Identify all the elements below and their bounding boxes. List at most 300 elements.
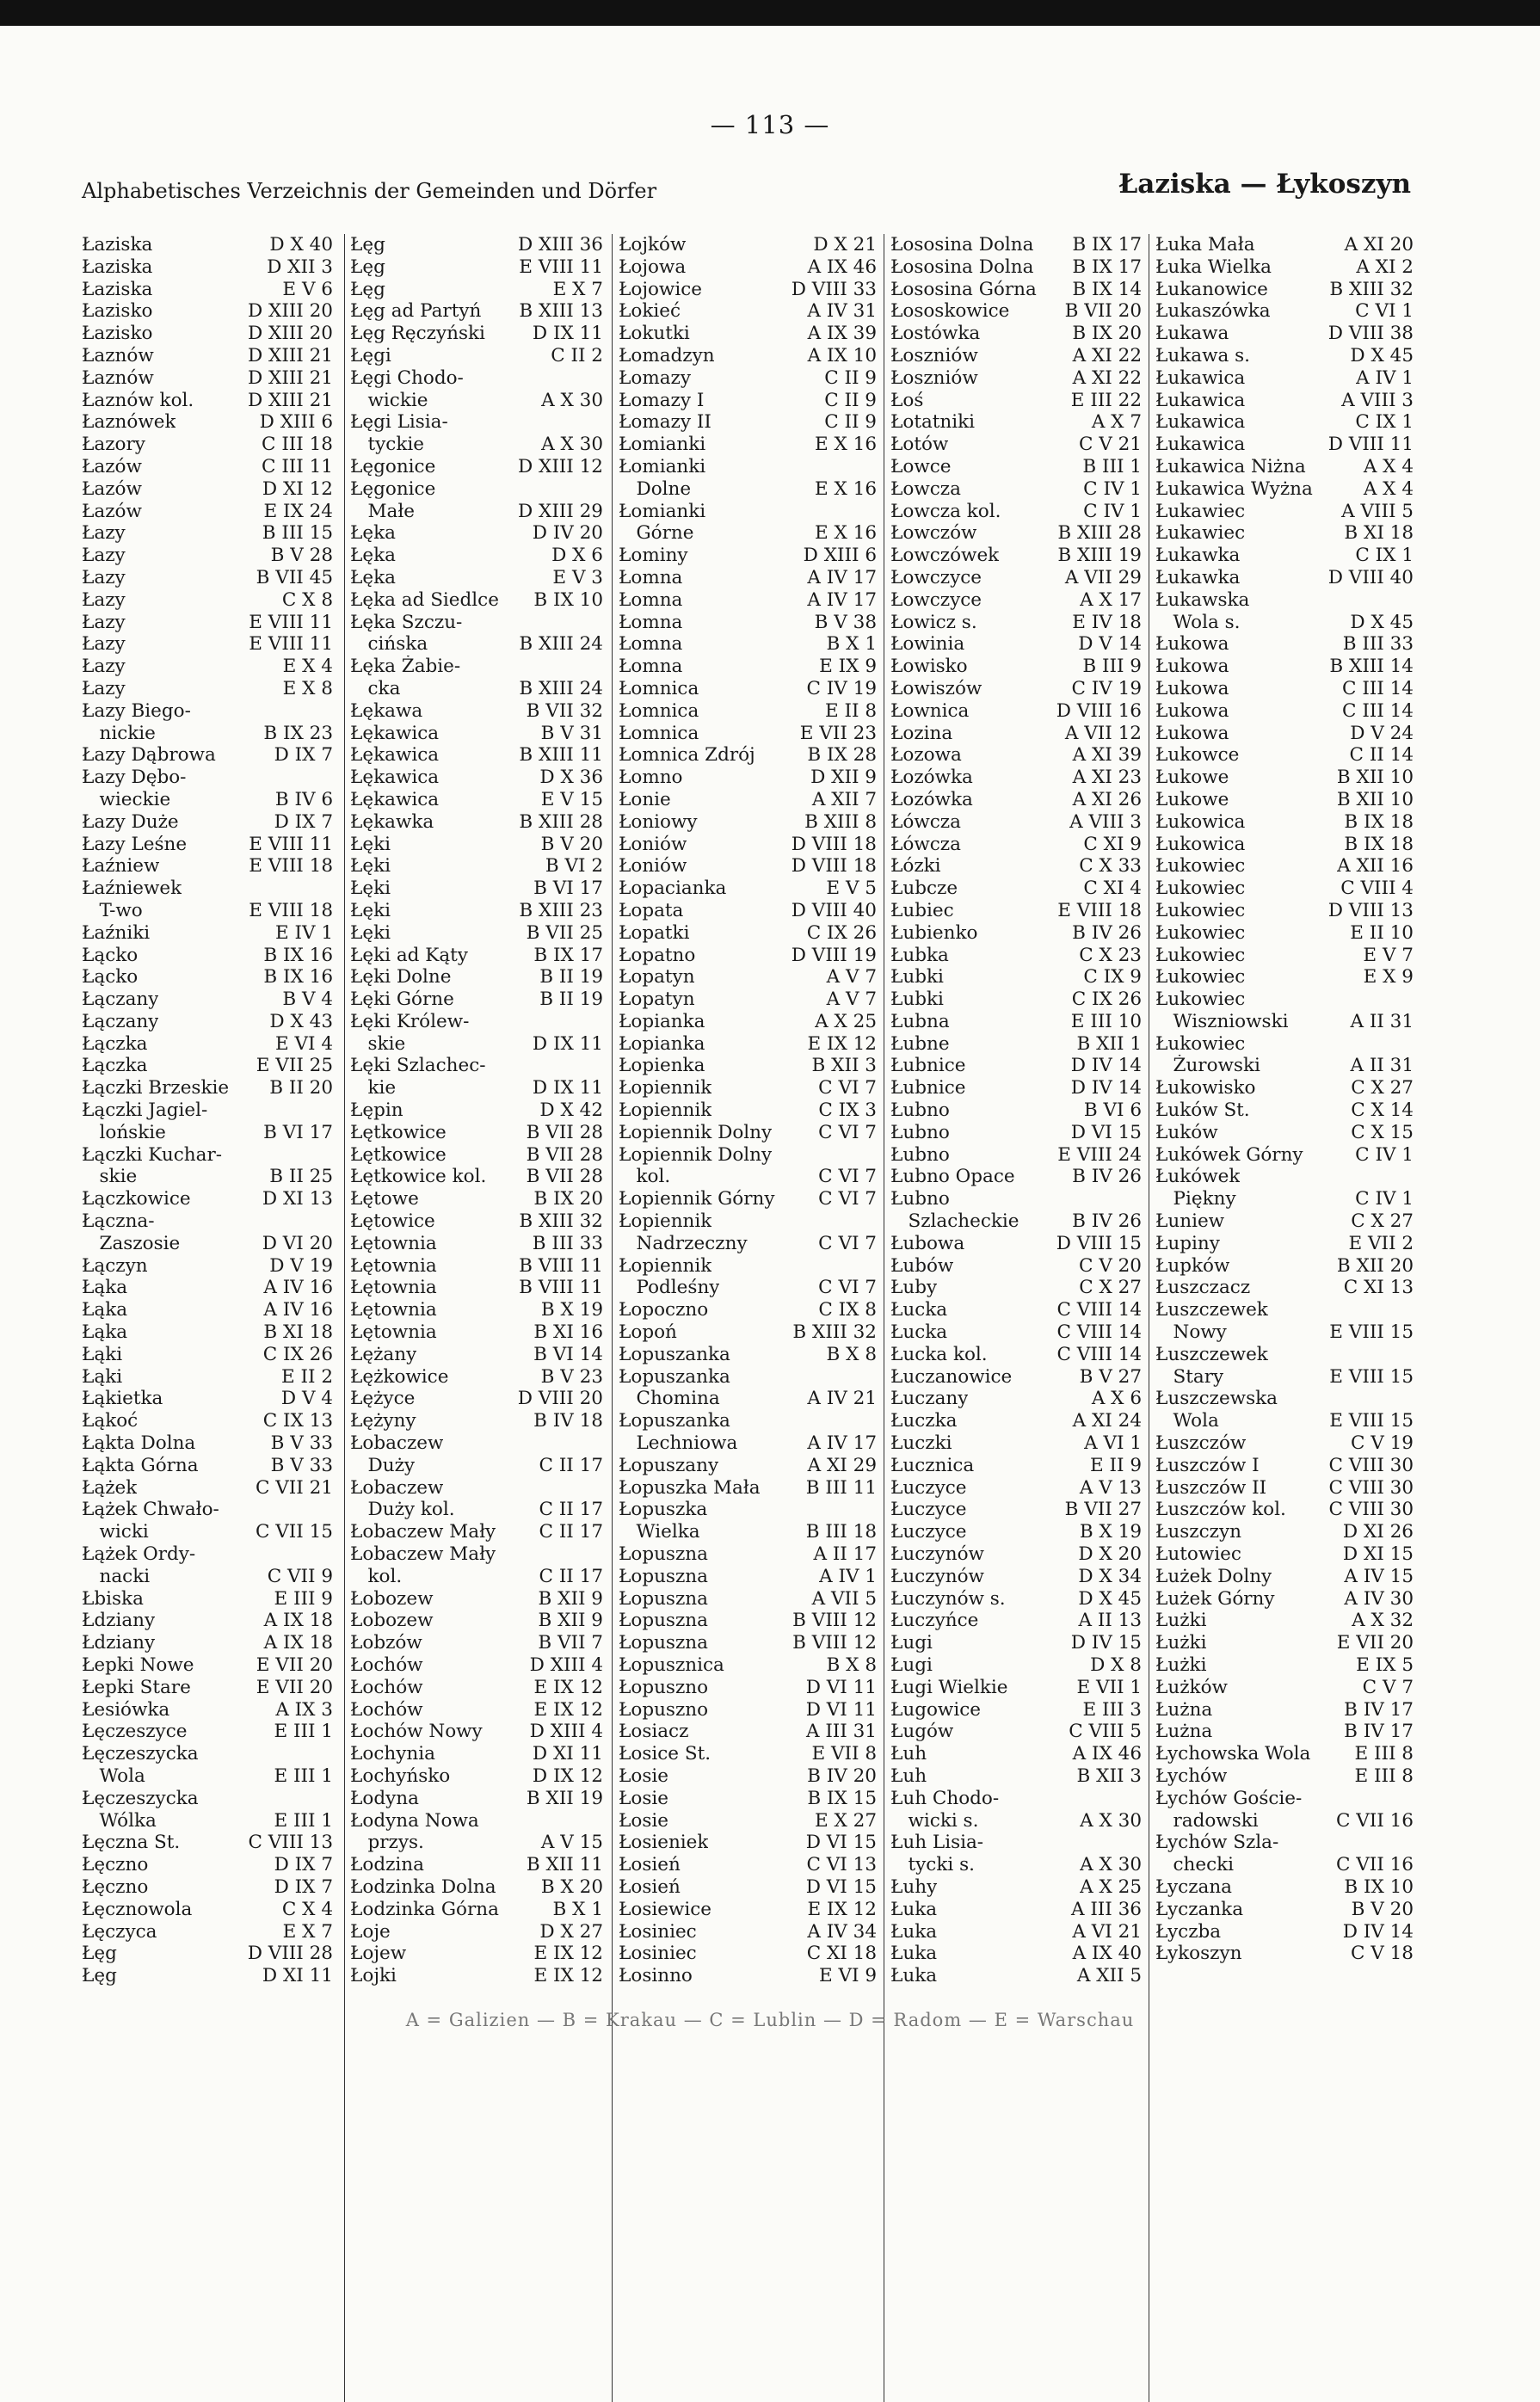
- index-entry: [1155, 878, 1414, 900]
- place-name: Górne: [619, 522, 694, 545]
- index-entry: [82, 1699, 333, 1721]
- grid-reference: C V 21: [1078, 434, 1142, 456]
- index-entry: [1155, 922, 1414, 945]
- place-name: Łomianki: [619, 500, 706, 522]
- grid-reference: A IX 18: [263, 1632, 333, 1654]
- grid-reference: C VII 16: [1336, 1809, 1414, 1832]
- grid-reference: B XIII 32: [1329, 278, 1414, 300]
- place-name: Łubne: [890, 1032, 950, 1055]
- place-name: Łuczany: [890, 1388, 969, 1410]
- index-entry: [619, 1277, 877, 1299]
- grid-reference: D VI 20: [262, 1232, 333, 1254]
- grid-reference: B V 33: [270, 1432, 333, 1455]
- index-entry: [1155, 1144, 1414, 1167]
- grid-reference: D XI 11: [262, 1965, 333, 1987]
- grid-reference: B IX 18: [1344, 810, 1414, 833]
- place-name: Łopiennik Dolny: [619, 1121, 773, 1143]
- place-name: Łopienka: [619, 1055, 705, 1077]
- place-name: Łężany: [350, 1343, 417, 1365]
- grid-reference: D XIII 21: [247, 344, 333, 366]
- grid-reference: E VII 2: [1348, 1232, 1414, 1254]
- index-entry: [890, 589, 1142, 612]
- index-entry: [350, 1410, 603, 1432]
- index-column-3: [619, 234, 877, 2376]
- place-name: Łepki Nowe: [82, 1654, 194, 1676]
- grid-reference: C V 20: [1078, 1254, 1142, 1277]
- index-entry: [890, 700, 1142, 723]
- index-entry: [82, 811, 333, 834]
- index-entry: [890, 1366, 1142, 1389]
- index-entry: [619, 966, 877, 989]
- grid-reference: D XIII 6: [259, 411, 333, 434]
- place-name: Łazów: [82, 455, 142, 477]
- index-entry: [350, 1743, 603, 1765]
- place-name: Łukowiec: [1155, 921, 1246, 944]
- index-entry: [1155, 1943, 1414, 1965]
- grid-reference: E IX 24: [263, 500, 333, 522]
- index-entry: [890, 878, 1142, 900]
- place-name: cińska: [350, 633, 428, 656]
- grid-reference: D IX 12: [532, 1765, 603, 1787]
- place-name: Łososina Dolna: [890, 234, 1034, 256]
- index-entry: [82, 922, 333, 945]
- index-entry: [1155, 1432, 1414, 1455]
- place-name: Łubowa: [890, 1232, 965, 1254]
- grid-reference: D X 45: [1350, 611, 1414, 633]
- place-name: Łęki Królew-: [350, 1010, 470, 1032]
- grid-reference: D VIII 40: [1327, 566, 1414, 588]
- grid-reference: C X 27: [1351, 1077, 1414, 1099]
- grid-reference: C VIII 30: [1328, 1499, 1414, 1521]
- place-name: Łazory: [82, 434, 145, 456]
- grid-reference: D X 45: [1350, 344, 1414, 366]
- index-entry: [82, 1921, 333, 1943]
- index-entry: [350, 367, 603, 390]
- grid-reference: D VI 15: [805, 1875, 877, 1898]
- grid-reference: A IV 17: [807, 1432, 877, 1455]
- grid-reference: D VI 15: [805, 1832, 877, 1854]
- index-entry: [1155, 633, 1414, 656]
- index-entry: [1155, 1366, 1414, 1389]
- index-entry: [619, 567, 877, 589]
- place-name: Łobozew: [350, 1587, 434, 1610]
- place-name: Łuh: [890, 1765, 927, 1787]
- index-entry: [890, 1299, 1142, 1321]
- index-entry: [1155, 1188, 1414, 1210]
- index-entry: [350, 1721, 603, 1743]
- place-name: Łączki Kuchar-: [82, 1143, 222, 1166]
- index-entry: [82, 1899, 333, 1921]
- grid-reference: B IV 20: [807, 1765, 877, 1787]
- index-entry: [619, 789, 877, 811]
- index-entry: [82, 767, 333, 789]
- index-entry: [890, 567, 1142, 589]
- index-columns: [82, 234, 1414, 2393]
- place-name: Łuszczów kol.: [1155, 1499, 1286, 1521]
- grid-reference: D IX 7: [274, 1875, 333, 1898]
- grid-reference: A XI 24: [1072, 1410, 1142, 1432]
- place-name: Łochynia: [350, 1743, 435, 1765]
- index-entry: [890, 1610, 1142, 1632]
- grid-reference: C II 17: [539, 1521, 603, 1543]
- place-name: Łukowiec: [1155, 899, 1246, 921]
- grid-reference: D IV 20: [532, 522, 603, 545]
- index-entry: [619, 1077, 877, 1099]
- grid-reference: E IV 18: [1072, 611, 1142, 633]
- index-entry: [82, 1566, 333, 1588]
- grid-reference: C II 17: [539, 1499, 603, 1521]
- place-name: Łęka Szczu-: [350, 611, 463, 633]
- place-name: Łopatki: [619, 921, 690, 944]
- grid-reference: A V 7: [826, 989, 877, 1011]
- index-entry: [619, 1099, 877, 1122]
- grid-reference: E X 16: [814, 434, 877, 456]
- grid-reference: A IV 16: [263, 1277, 333, 1299]
- grid-reference: C IX 9: [1083, 966, 1142, 989]
- place-name: Łucka: [890, 1299, 948, 1321]
- place-name: Łubienko: [890, 921, 978, 944]
- index-entry: [890, 323, 1142, 345]
- place-name: Łuczka: [890, 1410, 958, 1432]
- place-name: Łączka: [82, 1055, 148, 1077]
- place-name: Łukawa: [1155, 323, 1229, 345]
- grid-reference: E III 8: [1354, 1743, 1414, 1765]
- grid-reference: C X 15: [1351, 1121, 1414, 1143]
- grid-reference: D IX 7: [274, 810, 333, 833]
- index-entry: [890, 744, 1142, 767]
- index-entry: [619, 633, 877, 656]
- grid-reference: B IX 23: [263, 722, 333, 744]
- index-entry: [82, 1144, 333, 1167]
- grid-reference: C VII 15: [256, 1521, 333, 1543]
- index-entry: [890, 723, 1142, 745]
- grid-reference: A XI 23: [1072, 767, 1142, 789]
- place-name: Wólka: [82, 1809, 157, 1832]
- index-entry: [890, 1810, 1142, 1832]
- grid-reference: B IV 17: [1344, 1721, 1414, 1743]
- place-name: Ługowice: [890, 1698, 981, 1721]
- grid-reference: E III 9: [274, 1587, 333, 1610]
- grid-reference: E IX 12: [533, 1676, 603, 1698]
- grid-reference: B XIII 11: [519, 744, 603, 767]
- index-entry: [890, 434, 1142, 456]
- grid-reference: B VII 7: [538, 1632, 603, 1654]
- grid-reference: B V 23: [540, 1365, 603, 1388]
- index-entry: [890, 1166, 1142, 1188]
- grid-reference: C VI 13: [806, 1854, 877, 1876]
- index-entry: [890, 279, 1142, 301]
- place-name: Łupków: [1155, 1254, 1230, 1277]
- index-entry: [82, 1099, 333, 1122]
- index-entry: [82, 1543, 333, 1566]
- grid-reference: C III 14: [1342, 699, 1414, 722]
- grid-reference: E III 1: [274, 1765, 333, 1787]
- place-name: Łowinia: [890, 633, 965, 656]
- place-name: Łopatyn: [619, 966, 695, 989]
- place-name: Łęki Dolne: [350, 966, 452, 989]
- index-entry: [1155, 1743, 1414, 1765]
- place-name: Łużków: [1155, 1676, 1228, 1698]
- place-name: Łazy: [82, 656, 126, 678]
- index-entry: [890, 1144, 1142, 1167]
- place-name: Łętowe: [350, 1188, 419, 1210]
- index-entry: [1155, 1344, 1414, 1366]
- index-entry: [619, 1543, 877, 1566]
- index-entry: [350, 767, 603, 789]
- place-name: Wiszniowski: [1155, 1010, 1289, 1032]
- grid-reference: A VII 5: [811, 1587, 877, 1610]
- index-entry: [619, 700, 877, 723]
- grid-reference: B V 20: [1351, 1898, 1414, 1920]
- place-name: Łopatyn: [619, 989, 695, 1011]
- grid-reference: B IX 16: [263, 966, 333, 989]
- index-entry: [619, 1699, 877, 1721]
- place-name: Łążek Ordy-: [82, 1543, 196, 1566]
- grid-reference: A IX 10: [807, 344, 877, 366]
- place-name: Łukówek Górny: [1155, 1143, 1303, 1166]
- grid-reference: E VII 20: [256, 1654, 333, 1676]
- place-name: Wielka: [619, 1521, 700, 1543]
- index-entry: [890, 1388, 1142, 1410]
- place-name: Łosiniec: [619, 1920, 697, 1943]
- place-name: Łoszniów: [890, 366, 978, 389]
- grid-reference: C XI 18: [806, 1943, 877, 1965]
- grid-reference: B X 19: [540, 1299, 603, 1321]
- place-name: Podleśny: [619, 1277, 720, 1299]
- region-legend: A = Galizien — B = Krakau — C = Lublin — D = Radom — E = Warschau: [405, 2010, 1135, 2030]
- grid-reference: E IX 9: [819, 656, 877, 678]
- place-name: Łubno: [890, 1143, 950, 1166]
- index-entry: [619, 1721, 877, 1743]
- grid-reference: A XI 20: [1344, 234, 1414, 256]
- index-entry: [350, 633, 603, 656]
- place-name: Łobaczew: [350, 1432, 444, 1455]
- place-name: Łukawa s.: [1155, 344, 1250, 366]
- place-name: Łężyce: [350, 1388, 416, 1410]
- grid-reference: C II 9: [824, 411, 877, 434]
- grid-reference: A X 25: [1080, 1875, 1142, 1898]
- place-name: Łukanowice: [1155, 278, 1268, 300]
- grid-reference: B VIII 11: [519, 1277, 603, 1299]
- grid-reference: B V 28: [270, 545, 333, 567]
- index-entry: [1155, 656, 1414, 678]
- grid-reference: E V 3: [552, 566, 603, 588]
- index-entry: [1155, 744, 1414, 767]
- grid-reference: C VI 7: [818, 1166, 877, 1188]
- grid-reference: E III 3: [1082, 1698, 1142, 1721]
- grid-reference: B II 19: [539, 966, 603, 989]
- index-entry: [82, 1055, 333, 1077]
- index-entry: [890, 1521, 1142, 1543]
- place-name: Łęg: [350, 278, 385, 300]
- index-entry: [619, 1743, 877, 1765]
- index-entry: [1155, 1699, 1414, 1721]
- place-name: nacki: [82, 1565, 151, 1587]
- grid-reference: D XIII 4: [529, 1654, 603, 1676]
- grid-reference: E IV 1: [274, 921, 333, 944]
- index-entry: [619, 1033, 877, 1056]
- grid-reference: A IV 30: [1344, 1587, 1414, 1610]
- index-entry: [890, 1011, 1142, 1033]
- index-entry: [82, 1166, 333, 1188]
- index-entry: [1155, 1033, 1414, 1056]
- index-entry: [82, 1721, 333, 1743]
- place-name: Łubno: [890, 1099, 950, 1122]
- place-name: Łubiec: [890, 899, 954, 921]
- index-entry: [890, 1943, 1142, 1965]
- index-entry: [1155, 1610, 1414, 1632]
- grid-reference: B VII 27: [1064, 1499, 1142, 1521]
- index-entry: [350, 323, 603, 345]
- index-entry: [82, 1188, 333, 1210]
- index-entry: [350, 1233, 603, 1255]
- grid-reference: D XI 26: [1342, 1521, 1414, 1543]
- index-entry: [890, 1965, 1142, 1987]
- grid-reference: B XII 11: [526, 1854, 603, 1876]
- place-name: Łąkta Dolna: [82, 1432, 196, 1455]
- grid-reference: D XIII 20: [247, 323, 333, 345]
- index-entry: [890, 633, 1142, 656]
- grid-reference: D X 8: [1090, 1654, 1142, 1676]
- grid-reference: C IV 1: [1355, 1188, 1414, 1210]
- grid-reference: C IV 1: [1083, 477, 1142, 500]
- index-entry: [350, 1543, 603, 1566]
- grid-reference: A IV 31: [807, 300, 877, 323]
- place-name: Łękawica: [350, 744, 440, 767]
- grid-reference: B XII 10: [1336, 788, 1414, 810]
- place-name: Łęcznowola: [82, 1898, 193, 1920]
- place-name: Łaznówek: [82, 411, 176, 434]
- place-name: Łosieniek: [619, 1832, 709, 1854]
- place-name: Łąka: [82, 1321, 128, 1344]
- place-name: Łukawica: [1155, 366, 1246, 389]
- index-entry: [350, 501, 603, 523]
- grid-reference: E X 7: [552, 278, 603, 300]
- index-entry: [1155, 411, 1414, 434]
- place-name: Łbiska: [82, 1587, 144, 1610]
- place-name: Łużna: [1155, 1721, 1213, 1743]
- index-entry: [619, 1011, 877, 1033]
- index-entry: [890, 478, 1142, 501]
- grid-reference: E IX 12: [807, 1032, 877, 1055]
- entry-range-heading: Łaziska — Łykoszyn: [1118, 169, 1411, 200]
- place-name: Łączka: [82, 1032, 148, 1055]
- index-entry: [350, 589, 603, 612]
- grid-reference: D IX 11: [532, 1077, 603, 1099]
- place-name: Łubcze: [890, 878, 958, 900]
- grid-reference: D IX 7: [274, 1854, 333, 1876]
- place-name: Łesiówka: [82, 1698, 170, 1721]
- place-name: Łaźniew: [82, 855, 160, 878]
- index-column-2: [350, 234, 603, 2376]
- place-name: Łucka: [890, 1321, 948, 1344]
- grid-reference: B VIII 12: [792, 1632, 877, 1654]
- index-entry: [350, 300, 603, 323]
- grid-reference: D IV 15: [1070, 1632, 1142, 1654]
- grid-reference: E X 27: [814, 1809, 877, 1832]
- index-entry: [350, 1210, 603, 1233]
- grid-reference: B IX 10: [1344, 1875, 1414, 1898]
- place-name: Łuszczewek: [1155, 1343, 1268, 1365]
- index-entry: [350, 1432, 603, 1455]
- grid-reference: E VIII 18: [249, 899, 333, 921]
- index-entry: [619, 1388, 877, 1410]
- index-entry: [890, 456, 1142, 478]
- index-entry: [82, 1277, 333, 1299]
- grid-reference: D XI 15: [1342, 1543, 1414, 1566]
- index-entry: [82, 1743, 333, 1765]
- grid-reference: D X 40: [269, 234, 333, 256]
- index-entry: [350, 1033, 603, 1056]
- place-name: Łużek Dolny: [1155, 1565, 1272, 1587]
- grid-reference: B IX 17: [1072, 256, 1142, 278]
- index-entry: [350, 1299, 603, 1321]
- place-name: Łubna: [890, 1010, 950, 1032]
- grid-reference: B III 9: [1082, 656, 1142, 678]
- index-entry: [350, 1011, 603, 1033]
- place-name: Łubno: [890, 1188, 950, 1210]
- place-name: Łopusznica: [619, 1654, 724, 1676]
- grid-reference: B XII 9: [538, 1587, 603, 1610]
- place-name: Łodzinka Górna: [350, 1898, 499, 1920]
- grid-reference: C VI 7: [818, 1121, 877, 1143]
- index-entry: [890, 1255, 1142, 1278]
- grid-reference: A IX 46: [1072, 1743, 1142, 1765]
- index-entry: [890, 1566, 1142, 1588]
- index-entry: [1155, 478, 1414, 501]
- grid-reference: A X 30: [541, 389, 603, 411]
- place-name: Łomianki: [619, 434, 706, 456]
- place-name: Łukowa: [1155, 699, 1229, 722]
- index-entry: [82, 501, 333, 523]
- place-name: Łuczyce: [890, 1499, 967, 1521]
- place-name: Łękawica: [350, 767, 440, 789]
- index-entry: [1155, 256, 1414, 279]
- index-entry: [82, 1588, 333, 1611]
- grid-reference: C III 11: [262, 455, 333, 477]
- grid-reference: A X 4: [1363, 455, 1414, 477]
- place-name: Łukawka: [1155, 566, 1241, 588]
- grid-reference: A X 25: [815, 1010, 877, 1032]
- index-entry: [1155, 1233, 1414, 1255]
- place-name: Łęki Górne: [350, 989, 454, 1011]
- index-entry: [890, 989, 1142, 1011]
- grid-reference: A IV 15: [1344, 1565, 1414, 1587]
- index-entry: [350, 744, 603, 767]
- grid-reference: B XII 9: [538, 1610, 603, 1632]
- grid-reference: B IX 17: [1072, 234, 1142, 256]
- index-entry: [1155, 1077, 1414, 1099]
- grid-reference: A IV 17: [807, 566, 877, 588]
- place-name: Łęgonice: [350, 455, 436, 477]
- index-entry: [619, 834, 877, 856]
- index-entry: [1155, 1876, 1414, 1899]
- place-name: Łęgi Lisia-: [350, 411, 448, 434]
- place-name: Łukawska: [1155, 588, 1250, 611]
- place-name: Łuszczów II: [1155, 1476, 1267, 1499]
- grid-reference: A IX 18: [263, 1610, 333, 1632]
- index-entry: [619, 1366, 877, 1389]
- grid-reference: A IV 34: [807, 1920, 877, 1943]
- index-entry: [350, 1277, 603, 1299]
- place-name: Łukowiec: [1155, 855, 1246, 878]
- index-entry: [350, 456, 603, 478]
- place-name: Łęczno: [82, 1854, 149, 1876]
- place-name: Łosinno: [619, 1965, 693, 1987]
- grid-reference: B XIII 19: [1057, 545, 1142, 567]
- grid-reference: D IX 11: [532, 323, 603, 345]
- index-entry: [1155, 1499, 1414, 1521]
